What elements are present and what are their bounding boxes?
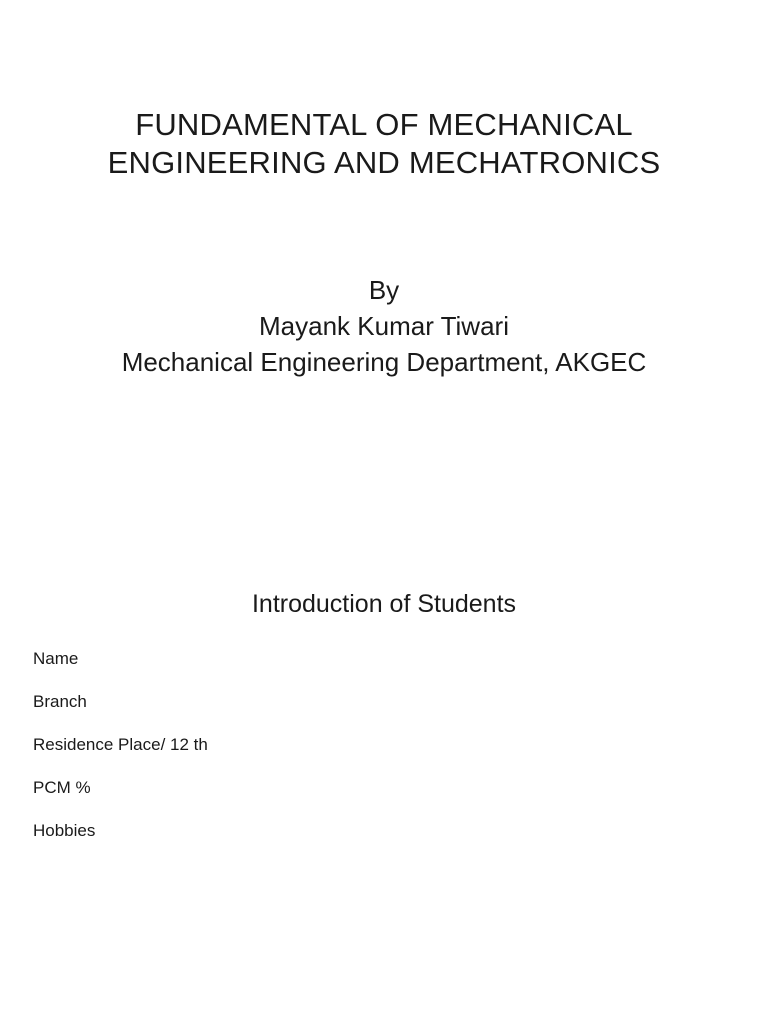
presentation-title <box>0 106 768 182</box>
by-label: By <box>368 275 400 305</box>
field-branch: Branch <box>33 692 87 711</box>
student-fields-list <box>33 648 208 863</box>
field-name: Name <box>33 649 79 668</box>
field-hobbies: Hobbies <box>33 821 96 840</box>
introduction-heading: Introduction of Students <box>251 590 517 618</box>
department-name: Mechanical Engineering Department, AKGEC <box>121 347 647 377</box>
field-pcm: PCM % <box>33 778 91 797</box>
field-residence: Residence Place/ 12 th <box>33 735 208 754</box>
title-line-2: ENGINEERING AND MECHATRONICS <box>107 145 661 180</box>
title-line-1: FUNDAMENTAL OF MECHANICAL <box>135 107 633 142</box>
introduction-slide <box>0 560 768 1024</box>
byline <box>0 272 768 380</box>
author-name: Mayank Kumar Tiwari <box>259 311 509 341</box>
